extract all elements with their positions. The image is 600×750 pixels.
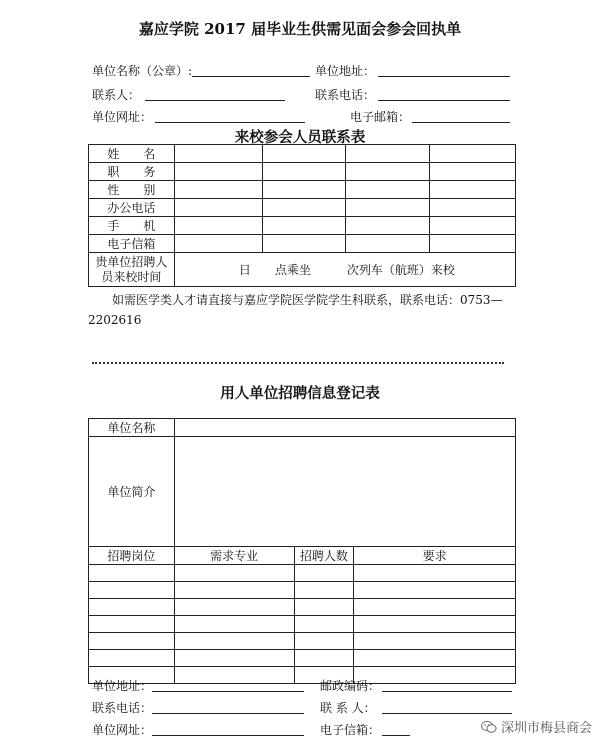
footer-postcode-label: 邮政编码： — [320, 679, 381, 693]
table-cell[interactable] — [174, 599, 294, 616]
table-row — [89, 181, 516, 199]
table-cell[interactable] — [174, 181, 262, 199]
table-cell[interactable] — [174, 217, 262, 235]
table-cell[interactable] — [174, 235, 262, 253]
email-label: 电子邮箱： — [350, 110, 411, 124]
footer-postcode-line[interactable] — [382, 691, 512, 692]
unit-name-label: 单位名称（公章）: — [92, 64, 193, 78]
table-cell[interactable] — [354, 565, 516, 582]
table-row — [89, 650, 516, 667]
footer-email-line[interactable] — [382, 735, 410, 736]
table-cell[interactable] — [174, 650, 294, 667]
table-cell[interactable] — [346, 235, 430, 253]
footer-contact-phone-label: 联系电话： — [92, 701, 153, 715]
watermark — [481, 717, 592, 736]
header-row — [89, 547, 516, 565]
row-label: 电子信箱 — [89, 235, 175, 253]
table-cell[interactable] — [430, 163, 516, 181]
table-cell[interactable] — [174, 582, 294, 599]
arrival-label — [89, 253, 175, 287]
table-cell[interactable] — [89, 616, 175, 633]
table-row — [89, 599, 516, 616]
contact-label: 联系人： — [92, 88, 141, 102]
table-cell[interactable] — [262, 181, 346, 199]
document-title: 嘉应学院 2017 届毕业生供需见面会参会回执单 — [138, 20, 462, 38]
table-cell[interactable] — [174, 565, 294, 582]
arrival-row — [89, 253, 516, 287]
table-row — [89, 145, 516, 163]
table-cell[interactable] — [354, 582, 516, 599]
table-cell[interactable] — [354, 616, 516, 633]
table-cell[interactable] — [430, 181, 516, 199]
recruit-table — [88, 418, 516, 684]
table-row — [89, 616, 516, 633]
table-cell[interactable] — [174, 163, 262, 181]
unit-intro-cell[interactable] — [174, 437, 515, 547]
table-row — [89, 633, 516, 650]
watermark-text: 深圳市梅县商会 — [500, 721, 592, 736]
table-row — [89, 235, 516, 253]
table-cell[interactable] — [346, 163, 430, 181]
footer-website-line[interactable] — [152, 735, 304, 736]
table-cell[interactable] — [294, 650, 354, 667]
table-cell[interactable] — [346, 145, 430, 163]
table-row — [89, 419, 516, 437]
table-cell[interactable] — [430, 217, 516, 235]
row-label: 职 务 — [89, 163, 175, 181]
table-cell[interactable] — [262, 199, 346, 217]
table-cell[interactable] — [354, 650, 516, 667]
arrival-label-line1: 贵单位招聘人 — [95, 254, 168, 269]
wechat-icon — [481, 720, 497, 734]
table-cell[interactable] — [294, 582, 354, 599]
column-header: 要求 — [354, 547, 516, 565]
column-header: 招聘人数 — [294, 547, 354, 565]
table-cell[interactable] — [346, 199, 430, 217]
table-cell[interactable] — [430, 145, 516, 163]
table-cell[interactable] — [89, 633, 175, 650]
table-cell[interactable] — [294, 616, 354, 633]
table-cell[interactable] — [354, 599, 516, 616]
footer-email-label: 电子信箱： — [320, 723, 381, 737]
table-row — [89, 437, 516, 547]
table-cell[interactable] — [346, 217, 430, 235]
table-cell[interactable] — [89, 565, 175, 582]
table-row — [89, 667, 516, 684]
footer-website-label: 单位网址： — [92, 723, 153, 737]
unit-intro-cell-label: 单位简介 — [89, 437, 175, 547]
table-row — [89, 582, 516, 599]
contact-phone-label: 联系电话： — [315, 88, 376, 102]
table-cell[interactable] — [262, 217, 346, 235]
attendee-table — [88, 144, 516, 287]
unit-name-cell-label: 单位名称 — [89, 419, 175, 437]
column-header: 招聘岗位 — [89, 547, 175, 565]
table-cell[interactable] — [89, 582, 175, 599]
table-row — [89, 163, 516, 181]
website-line[interactable] — [155, 122, 305, 123]
arrival-label-line2: 员来校时间 — [101, 269, 162, 284]
dotted-separator — [92, 362, 504, 364]
footer-unit-address-label: 单位地址： — [92, 679, 153, 693]
attendee-table-title: 来校参会人员联系表 — [234, 129, 366, 146]
unit-name-cell[interactable] — [174, 419, 515, 437]
table-cell[interactable] — [354, 633, 516, 650]
table-cell[interactable] — [294, 565, 354, 582]
table-cell[interactable] — [294, 633, 354, 650]
unit-address-label: 单位地址： — [315, 64, 376, 78]
unit-name-line[interactable] — [192, 76, 310, 77]
table-cell[interactable] — [262, 145, 346, 163]
table-cell[interactable] — [174, 616, 294, 633]
table-row — [89, 217, 516, 235]
table-cell[interactable] — [89, 599, 175, 616]
row-label: 性 别 — [89, 181, 175, 199]
email-line[interactable] — [412, 122, 510, 123]
website-label: 单位网址： — [92, 110, 153, 124]
column-header: 需求专业 — [174, 547, 294, 565]
table-cell[interactable] — [346, 181, 430, 199]
table-cell[interactable] — [430, 199, 516, 217]
table-cell[interactable] — [174, 199, 262, 217]
note-line-1: 如需医学类人才请直接与嘉应学院医学院学生科联系，联系电话：0753— — [112, 293, 503, 307]
table-cell[interactable] — [262, 235, 346, 253]
row-label: 手 机 — [89, 217, 175, 235]
contact-phone-line[interactable] — [378, 100, 510, 101]
table-cell[interactable] — [294, 599, 354, 616]
table-cell[interactable] — [174, 145, 262, 163]
row-label: 姓 名 — [89, 145, 175, 163]
footer-contact-phone-line[interactable] — [152, 713, 304, 714]
table-cell[interactable] — [262, 163, 346, 181]
recruit-table-title: 用人单位招聘信息登记表 — [220, 385, 380, 402]
row-label: 办公电话 — [89, 199, 175, 217]
table-cell[interactable] — [174, 667, 294, 684]
footer-contact-line[interactable] — [382, 713, 512, 714]
table-cell[interactable] — [430, 235, 516, 253]
table-cell[interactable] — [174, 633, 294, 650]
contact-line[interactable] — [145, 100, 285, 101]
note-line-2: 2202616 — [88, 313, 142, 327]
table-row — [89, 565, 516, 582]
footer-contact-label: 联 系 人： — [320, 701, 376, 715]
arrival-text[interactable]: 日 点乘坐 次列车（航班）来校 — [174, 253, 515, 287]
table-row — [89, 199, 516, 217]
table-cell[interactable] — [89, 650, 175, 667]
footer-unit-address-line[interactable] — [152, 691, 304, 692]
unit-address-line[interactable] — [378, 76, 510, 77]
